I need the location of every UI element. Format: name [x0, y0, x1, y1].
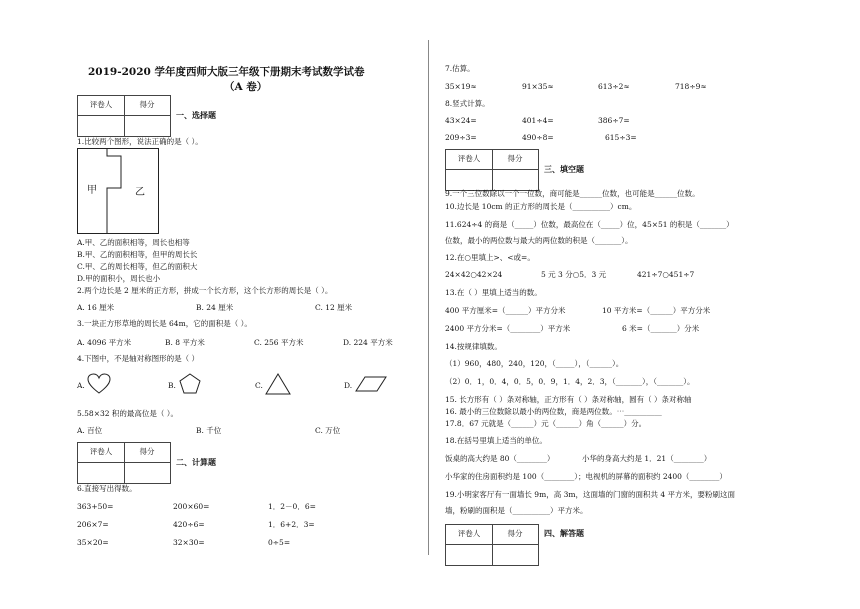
question-19-cont: 墙，粉刷的面积是（__________）平方米。 [445, 506, 588, 515]
question-12: 12.在○里填上>、<或=。 [445, 253, 535, 262]
q3-option-d: D. 224 平方米 [343, 338, 393, 347]
q4-option-a: A. [77, 381, 85, 390]
calc-item: 35×20= [77, 538, 109, 547]
section-heading: 三、填空题 [544, 165, 584, 174]
calc-item: 0÷5= [268, 538, 291, 547]
grader-label: 评卷人 [89, 100, 113, 109]
estimate-item: 35×19≈ [445, 82, 477, 91]
question-10: 10.边长是 10cm 的正方形的周长是（__________）cm。 [445, 202, 637, 211]
question-9: 9.一个三位数除以一个一位数，商可能是______位数，也可能是______位数。 [445, 189, 700, 198]
q1-option-b: B.甲、乙的面积相等，但甲的周长长 [77, 250, 198, 259]
compare-item: 5 元 3 分○5．3 元 [541, 270, 607, 279]
unit-fill-item: 小华家的住房面积约是 100（________）；电视机的屏幕的面积约 2400（________） [445, 472, 727, 481]
score-label: 得分 [139, 447, 155, 456]
question-11: 11.624÷4 的商是（_____）位数，最高位在（_____）位，45×51 的积是（_______） [445, 220, 734, 229]
question-18: 18.在括号里填上适当的单位。 [445, 436, 547, 445]
grader-label: 评卷人 [457, 529, 481, 538]
vertical-calc-item: 209÷3= [445, 133, 477, 142]
pattern-item: （1）960，480，240，120，（_____），（______）。 [445, 359, 624, 368]
page-subtitle: （A 卷） [224, 81, 268, 93]
grader-label: 评卷人 [89, 447, 113, 456]
score-box [445, 149, 539, 191]
calc-item: 200×60= [173, 502, 210, 511]
unit-item: 6 米=（_______）分米 [622, 324, 700, 333]
calc-item: 206×7= [77, 520, 109, 529]
figure-label-jia: 甲 [87, 185, 97, 196]
question-17: 17.8．67 元就是（______）元（______）角（______）分。 [445, 419, 647, 428]
unit-item: 400 平方厘米=（______）平方分米 [445, 306, 566, 315]
q2-option-c: C. 12 厘米 [315, 303, 353, 312]
unit-fill-item: 小华的身高大约是 1．21（________） [582, 454, 712, 463]
figure-label-yi: 乙 [135, 187, 145, 198]
score-box [445, 524, 539, 566]
estimate-item: 613÷2≈ [598, 82, 630, 91]
question-1: 1.比较两个图形，说法正确的是（ ）。 [77, 137, 203, 146]
q5-option-c: C. 万位 [315, 426, 341, 435]
column-divider [428, 40, 429, 555]
compare-item: 24×42○42×24 [445, 270, 503, 279]
vertical-calc-item: 386÷7= [598, 116, 630, 125]
unit-item: 2400 平方分米=（________）平方米 [445, 324, 571, 333]
heart-shape [87, 373, 111, 395]
parallelogram-shape [355, 376, 387, 392]
q4-option-b: B. [168, 381, 176, 390]
q2-option-b: B. 24 厘米 [196, 303, 234, 312]
question-5: 5.58×32 积的最高位是（ ）。 [77, 409, 179, 418]
section-heading: 二、计算题 [176, 458, 216, 467]
section-heading: 四、解答题 [544, 529, 584, 538]
score-box [77, 442, 171, 484]
section-heading: 一、选择题 [176, 111, 216, 120]
question-8: 8.竖式计算。 [445, 99, 490, 108]
q2-option-a: A. 16 厘米 [77, 303, 115, 312]
unit-item: 10 平方米=（______）平方分米 [602, 306, 711, 315]
q4-option-c: C. [255, 381, 263, 390]
question-6: 6.直接写出得数。 [77, 484, 137, 493]
q1-option-c: C.甲、乙的周长相等，但乙的面积大 [77, 262, 198, 271]
q5-option-b: B. 千位 [196, 426, 222, 435]
vertical-calc-item: 615÷3= [605, 133, 637, 142]
score-label: 得分 [507, 529, 523, 538]
pentagon-shape [179, 373, 201, 394]
calc-item: 32×30= [173, 538, 205, 547]
question-3: 3.一块正方形草地的周长是 64m，它的面积是（ ）。 [77, 319, 252, 328]
vertical-calc-item: 490÷8= [522, 133, 554, 142]
calc-item: 420÷6= [173, 520, 205, 529]
score-label: 得分 [507, 154, 523, 163]
score-box [77, 95, 171, 137]
question-13: 13.在（ ）里填上适当的数。 [445, 288, 542, 297]
vertical-calc-item: 401÷4= [522, 116, 554, 125]
calc-item: 363+50= [77, 502, 114, 511]
q3-option-b: B. 8 平方米 [165, 338, 205, 347]
score-label: 得分 [139, 100, 155, 109]
compare-item: 421÷7○451÷7 [637, 270, 695, 279]
unit-fill-item: 饭桌的高大约是 80（________） [445, 454, 555, 463]
question-16: 16. 最小的三位数除以最小的两位数，商是两位数。⋯__________ [445, 407, 662, 416]
estimate-item: 91×35≈ [522, 82, 554, 91]
grader-label: 评卷人 [457, 154, 481, 163]
question-2: 2.两个边长是 2 厘米的正方形，拼成一个长方形，这个长方形的周长是（ ）。 [77, 286, 333, 295]
q1-option-d: D.甲的面积小，周长也小 [77, 274, 161, 283]
q3-option-c: C. 256 平方米 [254, 338, 304, 347]
question-14: 14.按规律填数。 [445, 342, 502, 351]
question-4: 4.下图中，不是轴对称图形的是（ ） [77, 354, 200, 363]
pattern-item: （2）0．1，0．4，0．5，0．9，1．4，2．3，（_______），（_______）。 [445, 377, 695, 386]
question-15: 15. 长方形有（ ）条对称轴，正方形有（ ）条对称轴，圆有（ ）条对称轴 [445, 395, 692, 404]
question-19: 19.小明家客厅有一面墙长 9m，高 3m，这面墙的门窗的面积共 4 平方米，要粉刷这面 [445, 490, 736, 499]
vertical-calc-item: 43×24= [445, 116, 477, 125]
q5-option-a: A. 百位 [77, 426, 103, 435]
q3-option-a: A. 4096 平方米 [77, 338, 132, 347]
triangle-shape [265, 373, 291, 395]
question-7: 7.估算。 [445, 64, 475, 73]
page-title: 2019-2020 学年度西师大版三年级下册期末考试数学试卷 [88, 66, 365, 78]
calc-item: 1．6+2．3= [268, 520, 315, 529]
calc-item: 1．2－0．6= [268, 502, 316, 511]
q4-option-d: D. [344, 381, 353, 390]
estimate-item: 718÷9≈ [675, 82, 707, 91]
question-11-cont: 位数，最小的两位数与最大的两位数的积是（_______）。 [445, 236, 633, 245]
q1-option-a: A.甲、乙的面积相等，周长也相等 [77, 238, 190, 247]
